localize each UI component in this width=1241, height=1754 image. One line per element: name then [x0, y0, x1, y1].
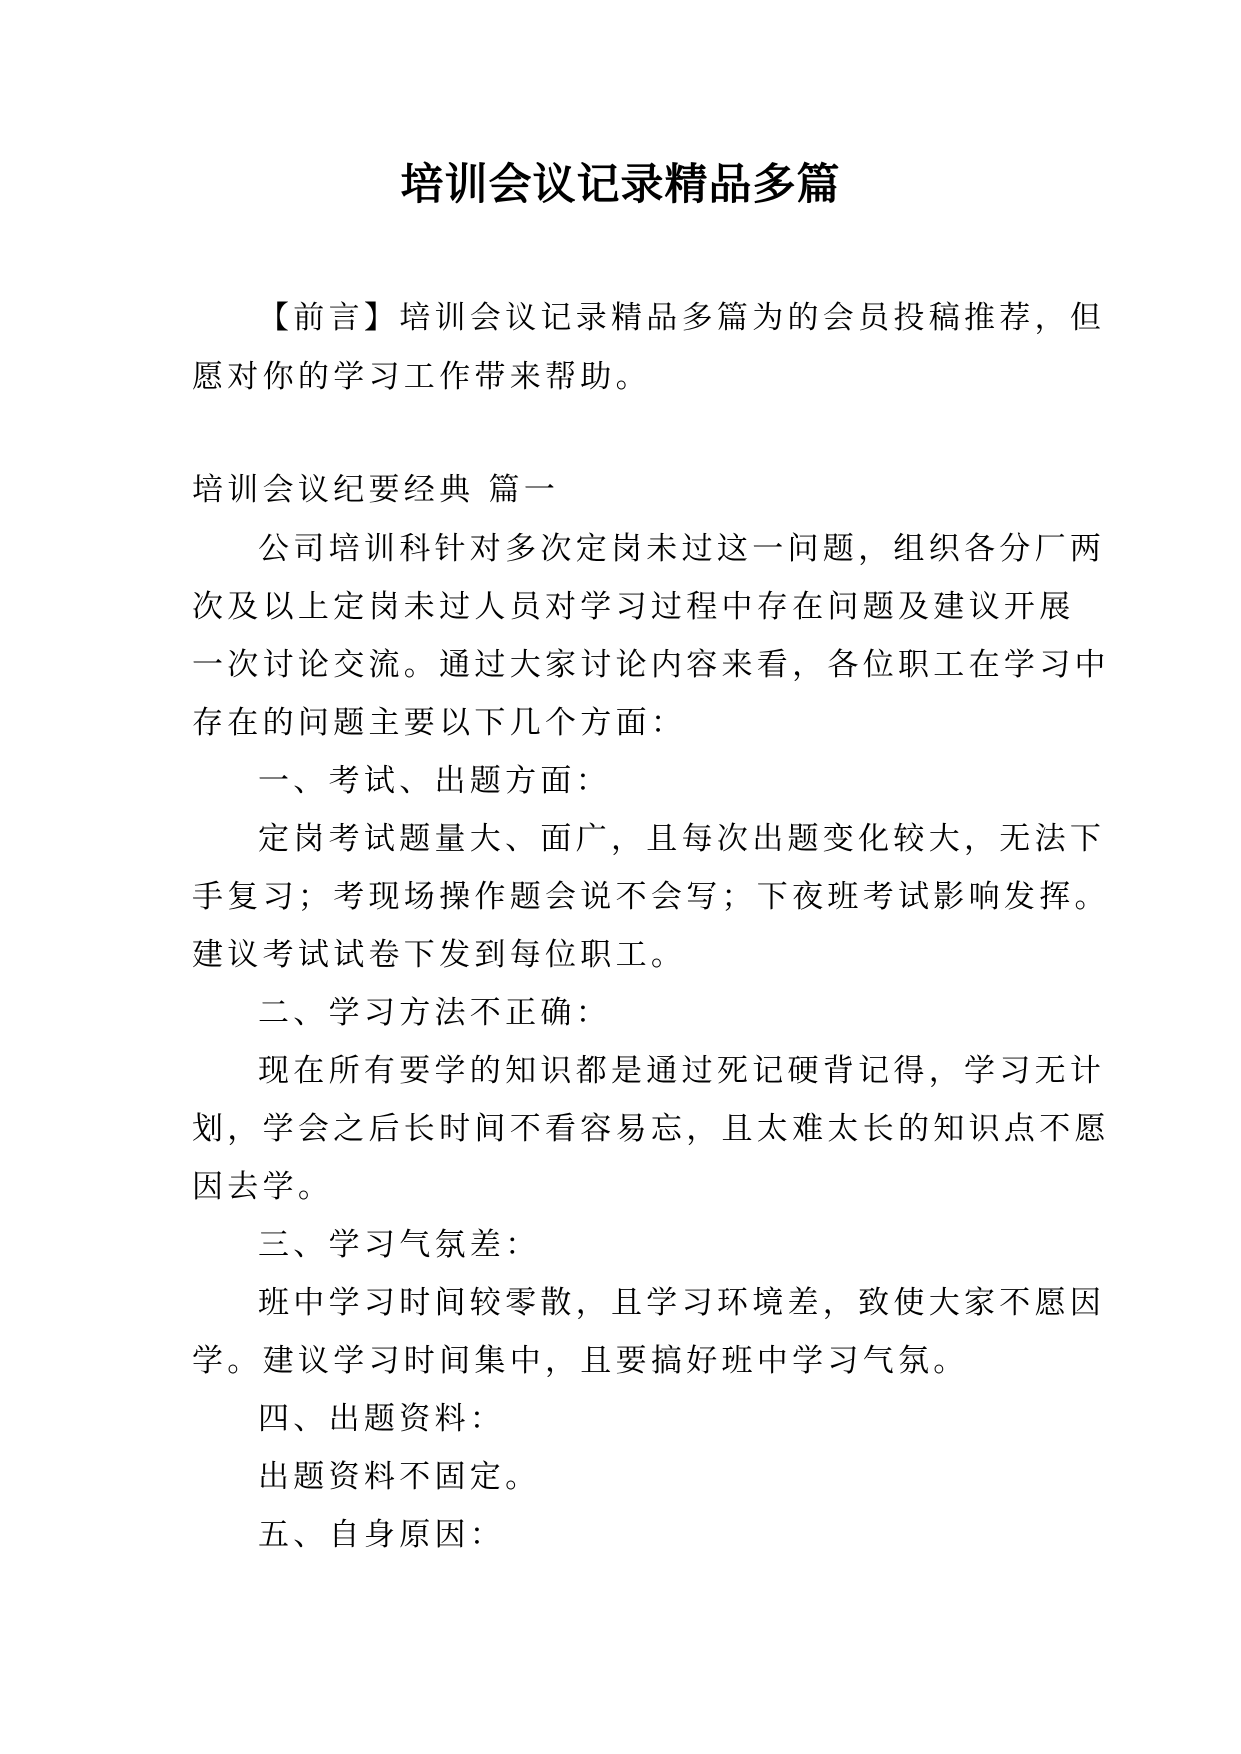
section-heading: 培训会议纪要经典 篇一 — [192, 472, 560, 508]
subheading-materials: 四、出题资料： — [258, 1401, 506, 1437]
paragraph-line: 现在所有要学的知识都是通过死记硬背记得，学习无计 — [258, 1053, 1106, 1089]
paragraph-line: 出题资料不固定。 — [258, 1459, 541, 1495]
subheading-self: 五、自身原因： — [258, 1517, 506, 1553]
preface-line-1: 【前言】培训会议记录精品多篇为的会员投稿推荐，但 — [258, 300, 1106, 336]
paragraph-line: 划，学会之后长时间不看容易忘，且太难太长的知识点不愿 — [192, 1111, 1110, 1147]
paragraph-line: 定岗考试题量大、面广，且每次出题变化较大，无法下 — [258, 821, 1106, 857]
paragraph-line: 学。建议学习时间集中，且要搞好班中学习气氛。 — [192, 1343, 969, 1379]
paragraph-line: 班中学习时间较零散，且学习环境差，致使大家不愿因 — [258, 1285, 1106, 1321]
paragraph-line: 公司培训科针对多次定岗未过这一问题，组织各分厂两 — [258, 531, 1106, 567]
subheading-atmosphere: 三、学习气氛差： — [258, 1227, 541, 1263]
preface-line-2: 愿对你的学习工作带来帮助。 — [192, 359, 651, 395]
subheading-exam: 一、考试、出题方面： — [258, 763, 611, 799]
subheading-method: 二、学习方法不正确： — [258, 995, 611, 1031]
paragraph-line: 建议考试试卷下发到每位职工。 — [192, 937, 687, 973]
paragraph-line: 手复习；考现场操作题会说不会写；下夜班考试影响发挥。 — [192, 879, 1110, 915]
paragraph-line: 一次讨论交流。通过大家讨论内容来看，各位职工在学习中 — [192, 647, 1110, 683]
paragraph-line: 次及以上定岗未过人员对学习过程中存在问题及建议开展 — [192, 589, 1075, 625]
paragraph-line: 存在的问题主要以下几个方面： — [192, 705, 687, 741]
paragraph-line: 因去学。 — [192, 1169, 334, 1205]
document-title: 培训会议记录精品多篇 — [400, 160, 841, 210]
